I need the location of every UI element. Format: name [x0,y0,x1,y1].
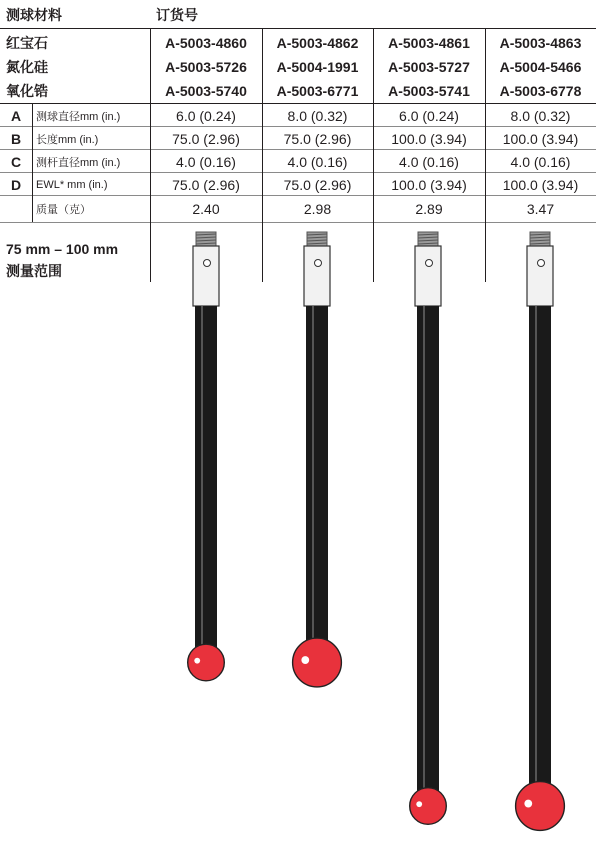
order-code: A-5003-5740 [165,83,247,99]
order-number-header: 订货号 [156,7,198,23]
order-code: A-5003-4863 [499,35,582,51]
spec-value: 2.40 [192,201,220,217]
stem-highlight [312,306,314,642]
order-code: A-5003-5726 [165,59,247,75]
material-ruby: 红宝石 [6,35,48,51]
spec-value: 6.0 (0.24) [176,107,236,124]
spec-value: 4.0 (0.16) [399,153,459,170]
spec-label: 测杆直径mm (in.) [36,156,121,169]
stylus-stem [417,306,439,792]
spec-letter: A [10,107,22,124]
order-code: A-5003-4861 [388,35,470,51]
ruby-ball [410,788,447,825]
order-code: A-5003-6771 [276,83,359,99]
stylus-stem [306,306,328,642]
spec-value: 4.0 (0.16) [510,153,571,170]
order-code: A-5003-4860 [165,35,247,51]
order-code: A-5003-5741 [388,83,470,99]
collar-hole [426,260,433,267]
ruby-ball [516,782,565,831]
spec-label: 长度mm (in.) [36,133,99,146]
material-silicon-nitride: 氮化硅 [6,59,48,75]
spec-value: 100.0 (3.94) [391,130,467,147]
ruby-ball [293,638,342,687]
material-header: 测球材料 [6,7,62,23]
stylus-stem [529,306,551,786]
spec-value: 100.0 (3.94) [502,130,579,147]
collar-hole [538,260,545,267]
spec-value: 2.89 [415,201,443,217]
collar-hole [204,260,211,267]
spec-label: 测球直径mm (in.) [36,110,121,123]
spec-value: 100.0 (3.94) [391,176,467,193]
order-code: A-5003-6778 [499,83,582,99]
spec-value: 3.47 [526,201,555,217]
spec-letter: C [10,153,22,170]
stylus-collar [193,246,219,306]
spec-value: 2.98 [303,201,332,217]
spec-value: 4.0 (0.16) [176,153,236,170]
stem-highlight [201,306,203,648]
ball-highlight [194,658,200,664]
order-code: A-5004-5466 [499,59,582,75]
stylus-collar [304,246,330,306]
stylus-collar [415,246,441,306]
stem-highlight [535,306,537,786]
ball-highlight [416,801,422,807]
spec-value: 8.0 (0.32) [510,107,571,124]
measuring-range-caption: 测量范围 [6,263,62,279]
material-zirconia: 氧化锆 [6,83,48,99]
spec-letter: B [10,130,22,147]
ball-highlight [301,656,309,664]
collar-hole [315,260,322,267]
spec-value: 6.0 (0.24) [399,107,459,124]
ruby-ball [188,644,225,681]
order-code: A-5003-5727 [388,59,470,75]
order-code: A-5004-1991 [276,59,359,75]
spec-label: 质量（克） [36,204,91,216]
order-code: A-5003-4862 [276,35,359,51]
stylus-stem [195,306,217,648]
spec-value: 75.0 (2.96) [172,176,240,193]
measuring-range-value: 75 mm – 100 mm [6,241,119,257]
spec-value: 4.0 (0.16) [287,153,348,170]
spec-value: 75.0 (2.96) [283,176,352,193]
spec-value: 8.0 (0.32) [287,107,348,124]
spec-value: 100.0 (3.94) [502,176,579,193]
spec-letter: D [10,176,22,193]
ball-highlight [524,800,532,808]
spec-label: EWL* mm (in.) [36,178,108,191]
spec-value: 75.0 (2.96) [172,130,240,147]
stylus-collar [527,246,553,306]
spec-value: 75.0 (2.96) [283,130,352,147]
stem-highlight [423,306,425,792]
